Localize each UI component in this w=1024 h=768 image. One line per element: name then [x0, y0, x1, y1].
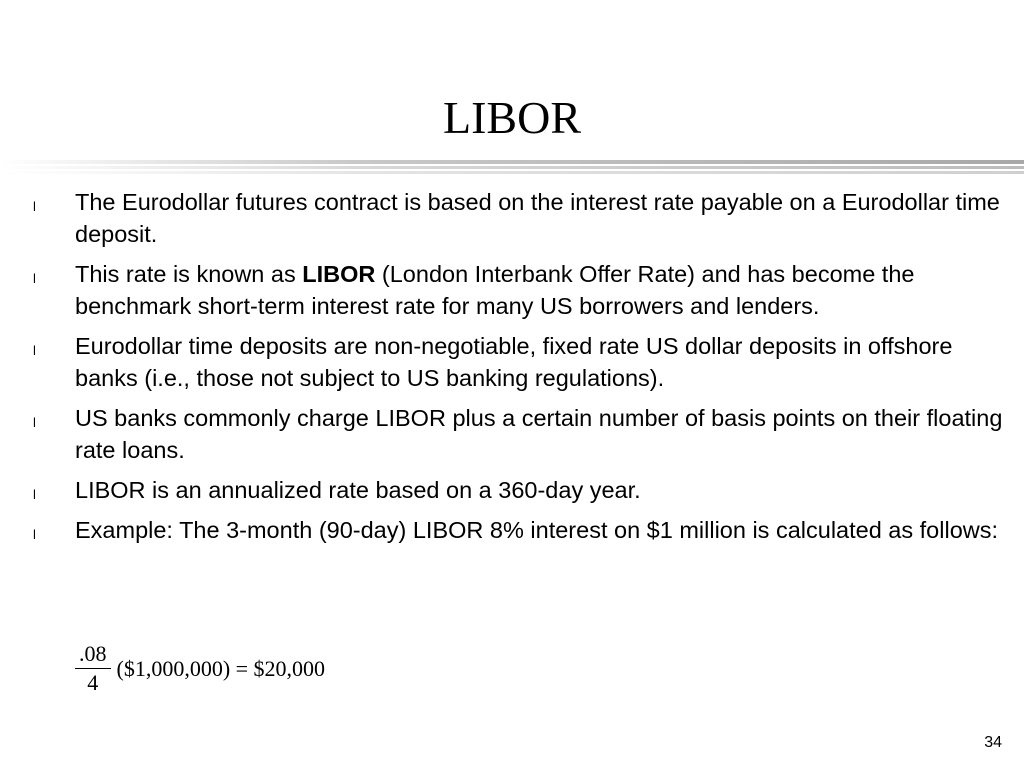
page-number: 34	[984, 734, 1002, 751]
title-divider-rule	[0, 166, 1024, 169]
bullet-bold-term: LIBOR	[302, 261, 376, 287]
formula-fraction	[75, 640, 111, 697]
bullet-marker: l	[33, 527, 36, 542]
bullet-text: Example: The 3-month (90-day) LIBOR 8% interest on $1 million is calculated as follows:	[75, 517, 999, 543]
interest-formula	[75, 640, 325, 697]
bullet-text: US banks commonly charge LIBOR plus a certain number of basis points on their floating rate loans.	[75, 405, 1003, 463]
bullet-marker: l	[33, 199, 36, 214]
bullet-item	[0, 258, 1010, 322]
bullet-text: Eurodollar time deposits are non-negotiable, fixed rate US dollar deposits in offshore banks (i.e., those not subject to US banking regulations).	[75, 333, 953, 391]
bullet-marker: l	[33, 271, 36, 286]
bullet-text: The Eurodollar futures contract is based on the interest rate payable on a Eurodollar time deposit.	[75, 189, 1000, 247]
slide-title: LIBOR	[443, 92, 581, 143]
bullet-marker: l	[33, 415, 36, 430]
formula-numerator: .08	[75, 640, 111, 669]
formula-expression: ($1,000,000) = $20,000	[116, 655, 326, 681]
bullet-item	[0, 186, 1010, 250]
title-divider-rule	[0, 160, 1024, 164]
bullet-text: LIBOR is an annualized rate based on a 360-day year.	[75, 477, 641, 503]
bullet-text: (London Interbank Offer Rate) and has become the benchmark short-term interest rate for many US borrowers and lenders.	[75, 261, 915, 319]
bullet-item	[0, 514, 1010, 546]
formula-denominator: 4	[87, 670, 99, 695]
bullet-item	[0, 402, 1010, 466]
bullet-marker: l	[33, 343, 36, 358]
bullet-marker: l	[33, 487, 36, 502]
bullet-item	[0, 474, 1010, 506]
bullet-text: This rate is known as	[75, 261, 303, 287]
bullet-item	[0, 330, 1010, 394]
title-divider-rule	[0, 171, 1024, 174]
bullet-list	[0, 186, 1010, 554]
